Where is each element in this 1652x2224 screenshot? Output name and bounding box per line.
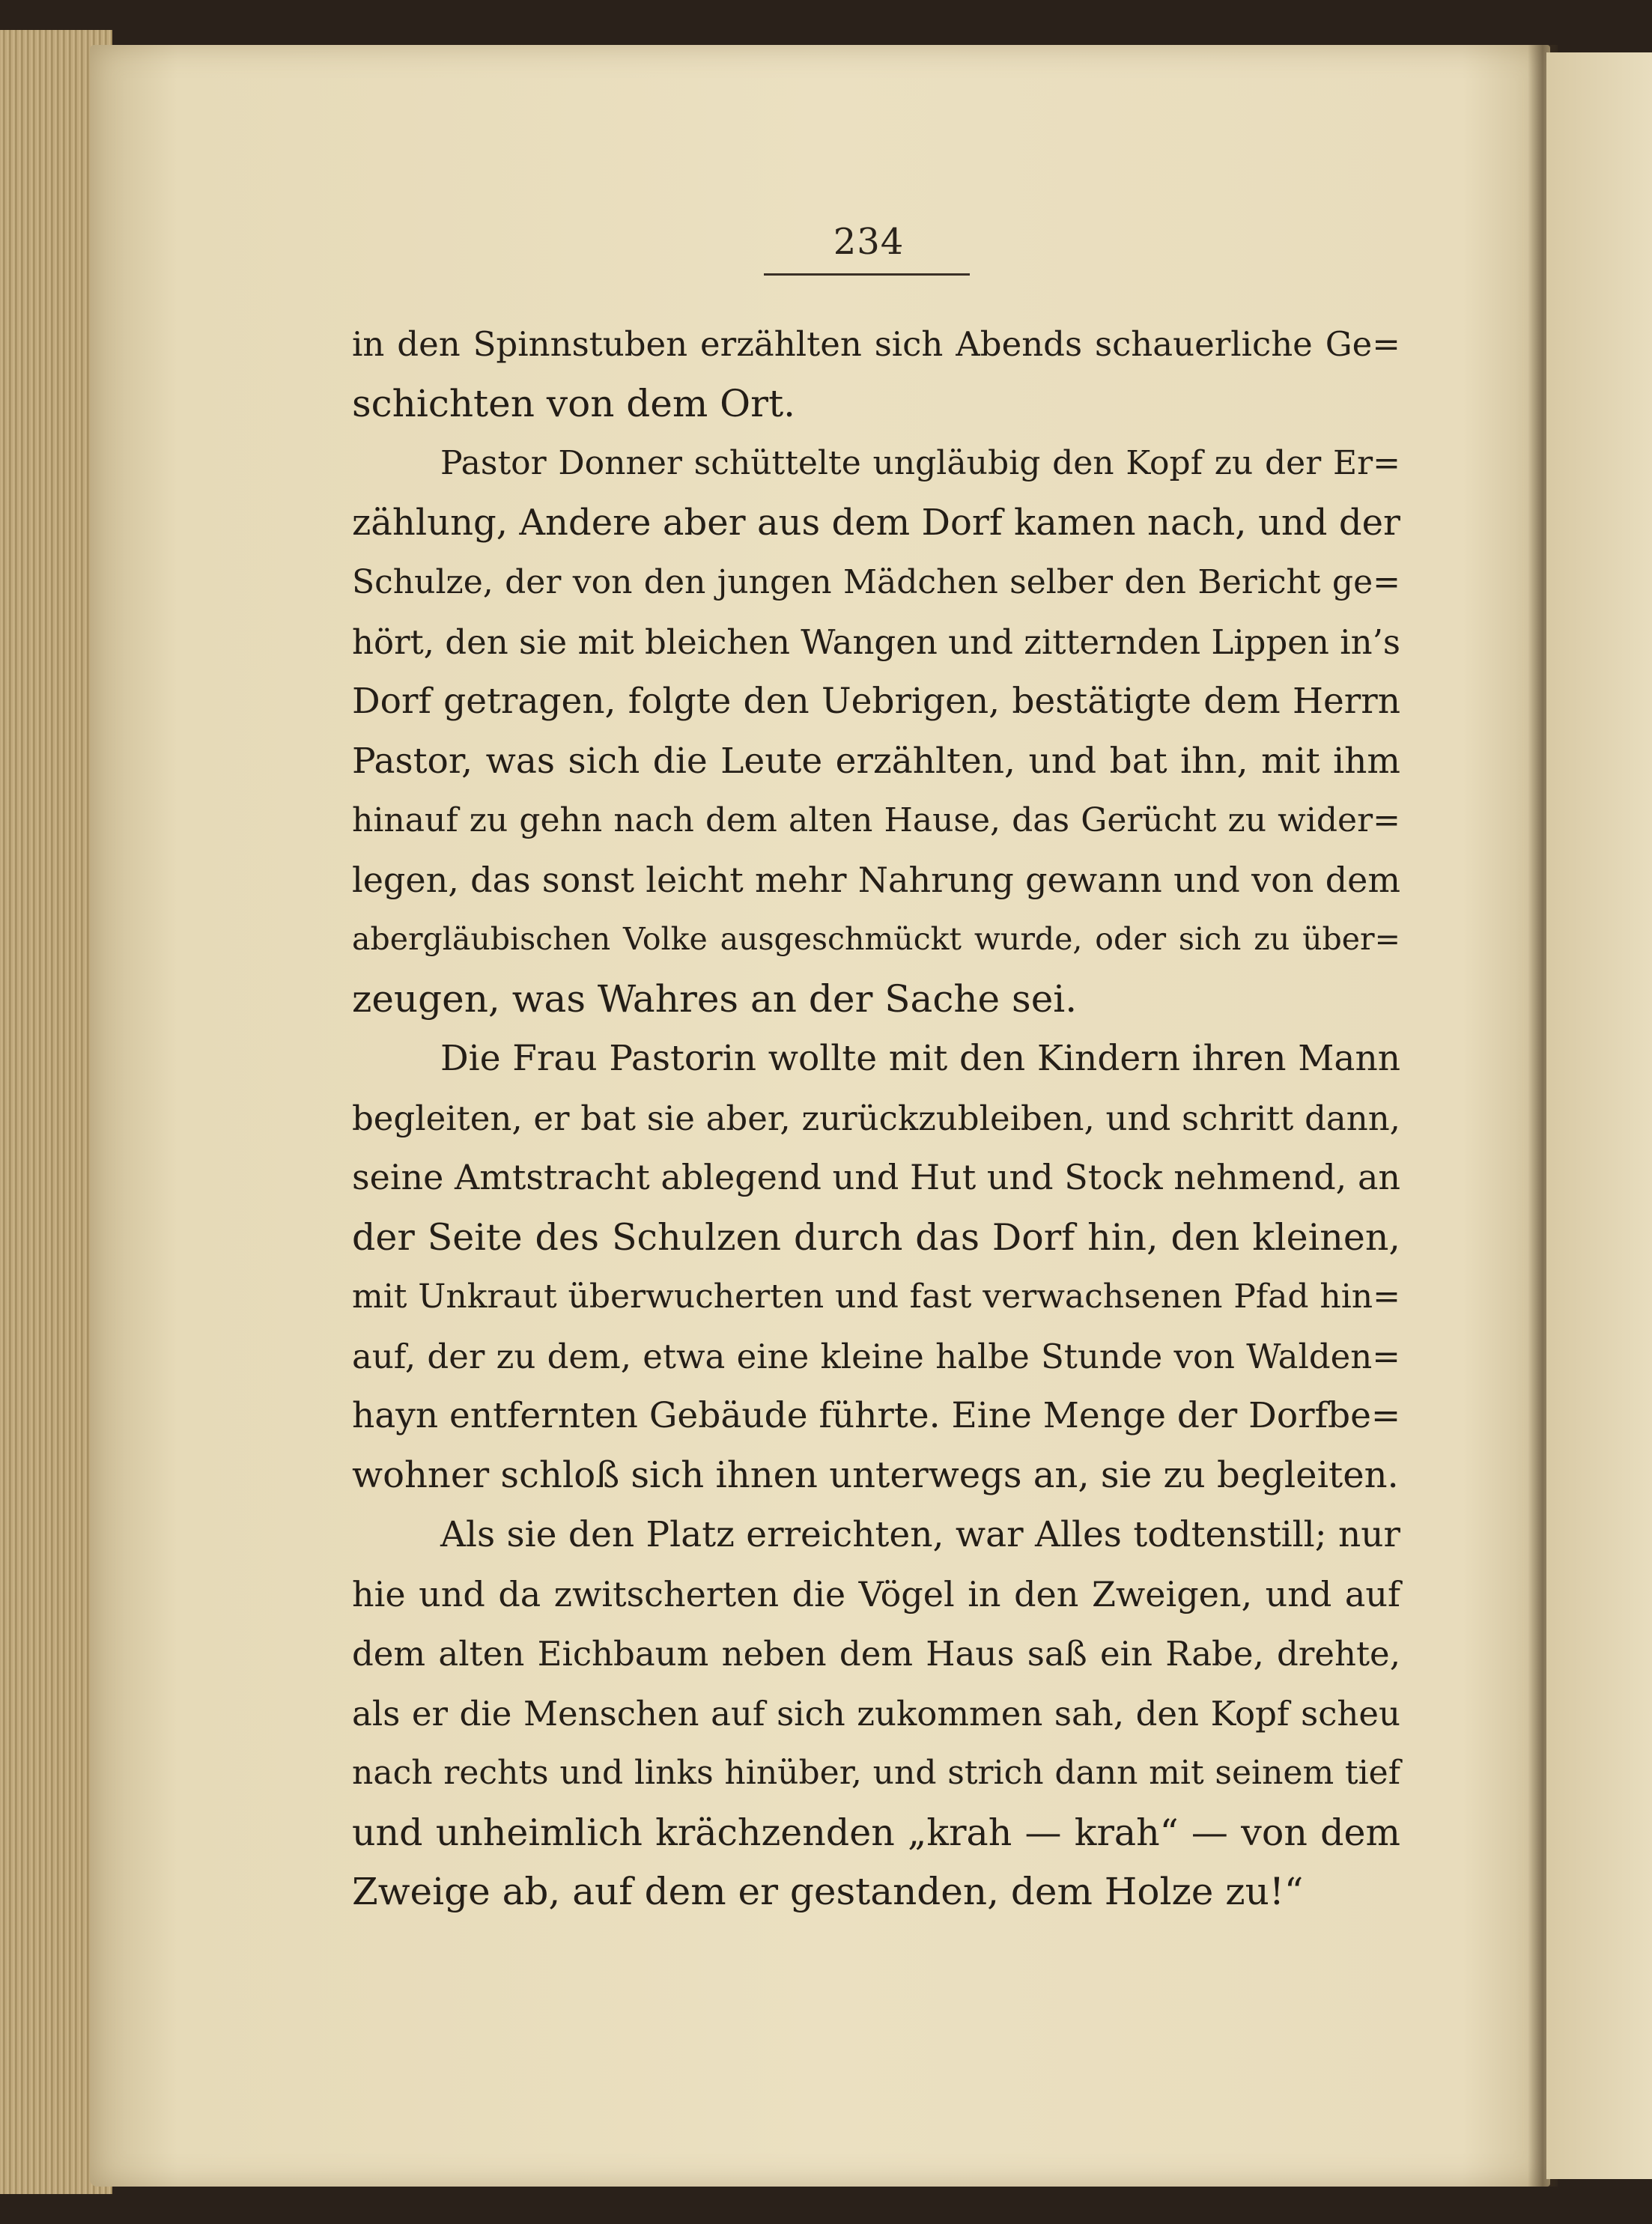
text-line: seine Amtstracht ablegend und Hut und Stock nehmend, an xyxy=(352,1157,1400,1197)
text-line: der Seite des Schulzen durch das Dorf hin, den kleinen, xyxy=(352,1215,1400,1259)
text-line: abergläubischen Volke ausgeschmückt wurde, oder sich zu über= xyxy=(352,921,1400,957)
text-line: dem alten Eichbaum neben dem Haus saß ein Rabe, drehte, xyxy=(352,1634,1400,1674)
facing-page xyxy=(1546,52,1652,2179)
text-line: Pastor, was sich die Leute erzählten, und bat ihn, mit ihm xyxy=(352,740,1400,782)
text-line: Als sie den Platz erreichten, war Alles todtenstill; nur xyxy=(440,1514,1400,1555)
header-rule xyxy=(764,273,970,276)
page-number: 234 xyxy=(833,221,905,263)
text-line: Zweige ab, auf dem er gestanden, dem Holze zu!“ xyxy=(352,1870,1304,1913)
text-line: hie und da zwitscherten die Vögel in den Zweigen, und auf xyxy=(352,1573,1400,1614)
body-text xyxy=(352,315,1400,1922)
text-line: mit Unkraut überwucherten und fast verwachsenen Pfad hin= xyxy=(352,1277,1400,1316)
text-line: hayn entfernten Gebäude führte. Eine Menge der Dorfbe= xyxy=(352,1395,1401,1436)
text-line: als er die Menschen auf sich zukommen sah, den Kopf scheu xyxy=(352,1693,1400,1734)
text-line: hinauf zu gehn nach dem alten Hause, das Gerücht zu wider= xyxy=(352,801,1400,839)
text-line: zählung, Andere aber aus dem Dorf kamen nach, und der xyxy=(352,501,1400,544)
text-line: legen, das sonst leicht mehr Nahrung gewann und von dem xyxy=(352,859,1400,900)
text-line: Pastor Donner schüttelte ungläubig den Kopf zu der Er= xyxy=(440,444,1400,482)
text-line: hört, den sie mit bleichen Wangen und zitternden Lippen in’s xyxy=(352,622,1400,662)
text-line: schichten von dem Ort. xyxy=(352,381,796,425)
text-line: in den Spinnstuben erzählten sich Abends schauerliche Ge= xyxy=(352,324,1400,364)
text-line: nach rechts und links hinüber, und strich dann mit seinem tief xyxy=(352,1754,1400,1792)
text-line: Schulze, der von den jungen Mädchen selber den Bericht ge= xyxy=(352,563,1400,601)
text-line: wohner schloß sich ihnen unterwegs an, sie zu begleiten. xyxy=(352,1453,1399,1496)
text-line: auf, der zu dem, etwa eine kleine halbe Stunde von Walden= xyxy=(352,1336,1400,1376)
text-line: Die Frau Pastorin wollte mit den Kindern ihren Mann xyxy=(440,1038,1400,1079)
text-line: Dorf getragen, folgte den Uebrigen, bestätigte dem Herrn xyxy=(352,681,1400,722)
text-line: zeugen, was Wahres an der Sache sei. xyxy=(352,976,1078,1021)
text-line: begleiten, er bat sie aber, zurückzubleiben, und schritt dann, xyxy=(352,1098,1400,1138)
text-line: und unheimlich krächzenden „krah — krah“ — von dem xyxy=(352,1811,1400,1854)
